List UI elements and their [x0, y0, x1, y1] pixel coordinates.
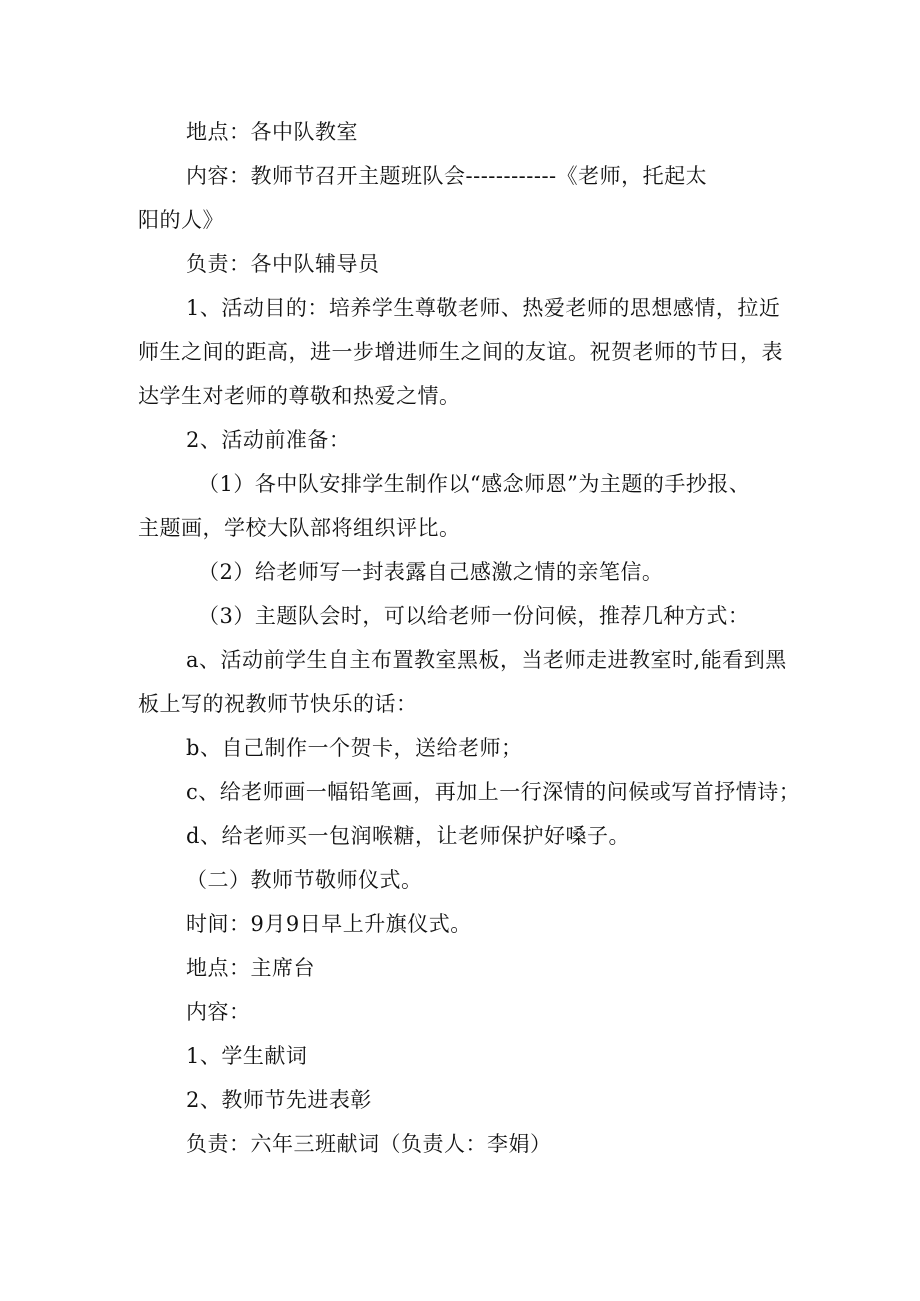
ceremony-responsible: 负责：六年三班献词（负责人：李娟）: [186, 1132, 552, 1156]
option-b: b、自己制作一个贺卡，送给老师；: [186, 736, 523, 760]
ceremony-heading: （二）教师节敬师仪式。: [186, 868, 423, 892]
option-d: d、给老师买一包润喉糖，让老师保护好嗓子。: [186, 824, 630, 848]
purpose-paragraph-line: 师生之间的距高，进一步增进师生之间的友谊。祝贺老师的节日，表: [138, 340, 783, 364]
ceremony-venue: 地点：主席台: [186, 956, 315, 980]
preparation-heading: 2、活动前准备：: [186, 428, 351, 452]
content-line: 内容：教师节召开主题班队会------------《老师，托起太: [186, 164, 708, 188]
preparation-item-1-continued: 主题画，学校大队部将组织评比。: [138, 516, 461, 540]
option-a: a、活动前学生自主布置教室黑板，当老师走进教室时,能看到黑: [186, 648, 787, 672]
preparation-item-1: （1）各中队安排学生制作以“感念师恩”为主题的手抄报、: [198, 472, 751, 496]
ceremony-content-item-2: 2、教师节先进表彰: [186, 1088, 372, 1112]
venue-line: 地点：各中队教室: [186, 120, 358, 144]
option-c: c、给老师画一幅铅笔画，再加上一行深情的问候或写首抒情诗；: [186, 780, 801, 804]
preparation-item-3: （3）主题队会时，可以给老师一份问候，推荐几种方式：: [198, 604, 750, 628]
purpose-paragraph-line: 达学生对老师的尊敬和热爱之情。: [138, 384, 461, 408]
purpose-paragraph-line: 1、活动目的：培养学生尊敬老师、热爱老师的思想感情，拉近: [186, 296, 781, 320]
ceremony-time: 时间：9月9日早上升旗仪式。: [186, 912, 472, 936]
ceremony-content-label: 内容：: [186, 1000, 251, 1024]
responsible-line: 负责：各中队辅导员: [186, 252, 380, 276]
ceremony-content-item-1: 1、学生献词: [186, 1044, 308, 1068]
preparation-item-2: （2）给老师写一封表露自己感激之情的亲笔信。: [198, 560, 664, 584]
option-a-continued: 板上写的祝教师节快乐的话：: [138, 692, 418, 716]
content-line-continued: 阳的人》: [138, 208, 224, 232]
